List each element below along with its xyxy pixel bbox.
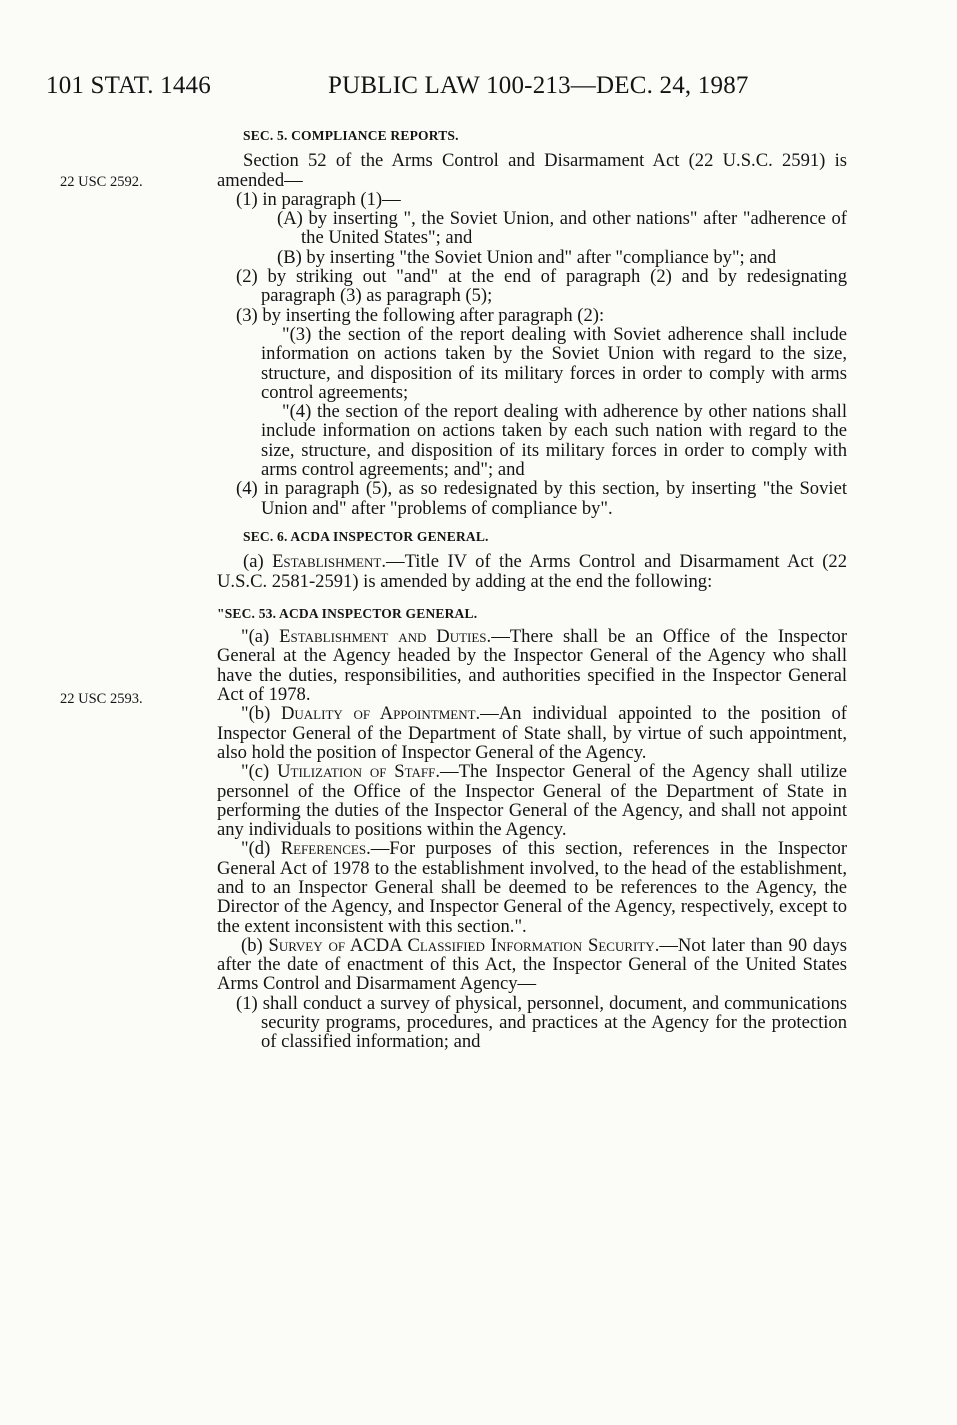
sec53-subsection-b bbox=[217, 704, 847, 762]
running-head bbox=[46, 72, 749, 100]
margin-note-usc-2593: 22 USC 2593. bbox=[60, 691, 143, 707]
sec6-b-label: (b) bbox=[241, 934, 269, 956]
sec6-a-caption: Establishment bbox=[272, 551, 382, 573]
section-53-heading: "SEC. 53. ACDA INSPECTOR GENERAL. bbox=[217, 605, 478, 621]
sec53-subsection-c bbox=[217, 762, 847, 839]
sec6-subsection-a bbox=[217, 552, 847, 591]
sec6-subsection-b bbox=[217, 936, 847, 994]
sec5-paragraph-1: (1) in paragraph (1)— bbox=[236, 188, 401, 210]
statute-page-number: 101 STAT. 1446 bbox=[46, 72, 211, 99]
sec5-subparagraph-b: (B) by inserting "the Soviet Union and" after "compliance by"; and bbox=[277, 246, 777, 268]
sec53-d-caption: References bbox=[280, 838, 367, 860]
sec5-paragraph-4: (4) in paragraph (5), as so redesignated by this section, by inserting "the Soviet Union and" after "problems of compliance by". bbox=[236, 478, 847, 519]
law-title: PUBLIC LAW 100-213—DEC. 24, 1987 bbox=[328, 72, 749, 99]
sec53-c-caption: Utilization of Staff bbox=[277, 761, 436, 783]
sec53-c-text: .—The Inspector General of the Agency shall utilize personnel of the Office of the Inspector General of the Department of State in performing the duties of the Inspector General of the Agency, and shall not appoint any individuals to positions within the Agency. bbox=[217, 761, 847, 841]
sec53-subsection-a bbox=[217, 627, 847, 704]
document-body bbox=[217, 126, 847, 1052]
sec6-a-text: .—Title IV of the Arms Control and Disarmament Act (22 U.S.C. 2581-2591) is amended by adding at the end the following: bbox=[217, 551, 847, 592]
sec53-d-label: "(d) bbox=[241, 838, 281, 860]
section-5-intro: Section 52 of the Arms Control and Disarmament Act (22 U.S.C. 2591) is amended— bbox=[217, 150, 847, 191]
sec6-b-paragraph-1: (1) shall conduct a survey of physical, personnel, document, and communications security programs, procedures, and practices at the Agency for the protection of classified information; and bbox=[236, 992, 847, 1053]
sec6-a-label: (a) bbox=[243, 551, 273, 573]
sec6-b-caption: Survey of ACDA Classified Information Security bbox=[268, 934, 655, 956]
sec53-a-caption: Establishment and Duties bbox=[279, 626, 487, 648]
margin-note-usc-2592: 22 USC 2592. bbox=[60, 174, 143, 190]
sec53-b-caption: Duality of Appointment bbox=[280, 703, 476, 725]
sec5-paragraph-2: (2) by striking out "and" at the end of paragraph (2) and by redesignating paragraph (3) as paragraph (5); bbox=[236, 266, 847, 307]
sec5-quoted-paragraph-3: "(3) the section of the report dealing with Soviet adherence shall include information on actions taken by the Soviet Union with regard to the size, structure, and disposition of its military forces in order to comply with arms control agreements; bbox=[261, 323, 847, 403]
sec5-subparagraph-a: (A) by inserting ", the Soviet Union, and other nations" after "adherence of the United States"; and bbox=[277, 208, 847, 249]
sec5-paragraph-3: (3) by inserting the following after paragraph (2): bbox=[236, 304, 605, 326]
sec53-a-text: .—There shall be an Office of the Inspector General at the Agency headed by the Inspector General of the Agency who shall have the duties, responsibilities, and authorities specified in the Inspector General Act of 1978. bbox=[217, 626, 848, 706]
sec53-b-text: .—An individual appointed to the position of Inspector General of the Department of State shall, by virtue of such appointment, also hold the position of Inspector General of the Agency. bbox=[217, 703, 847, 763]
sec6-b-text: .—Not later than 90 days after the date of enactment of this Act, the Inspector General of the United States Arms Control and Disarmament Agency— bbox=[217, 934, 847, 995]
sec53-c-label: "(c) bbox=[241, 761, 278, 783]
section-5-heading: SEC. 5. COMPLIANCE REPORTS. bbox=[243, 128, 459, 143]
sec5-quoted-paragraph-4: "(4) the section of the report dealing with adherence by other nations shall include information on actions taken by each such nation with regard to the size, structure, and disposition of its military forces in order to comply with arms control agreements; and"; and bbox=[261, 401, 847, 481]
sec53-subsection-d bbox=[217, 839, 847, 935]
sec53-b-label: "(b) bbox=[241, 703, 281, 725]
section-6-heading: SEC. 6. ACDA INSPECTOR GENERAL. bbox=[243, 528, 489, 544]
sec53-a-label: "(a) bbox=[241, 626, 280, 648]
sec53-d-text: .—For purposes of this section, references in the Inspector General Act of 1978 to the establishment involved, to the head of the establishment, and to an Inspector General shall be deemed to be references to the Agency, the Director of the Agency, and Inspector General of the Agency, respectively, except to the extent inconsistent with this section.". bbox=[217, 838, 848, 937]
